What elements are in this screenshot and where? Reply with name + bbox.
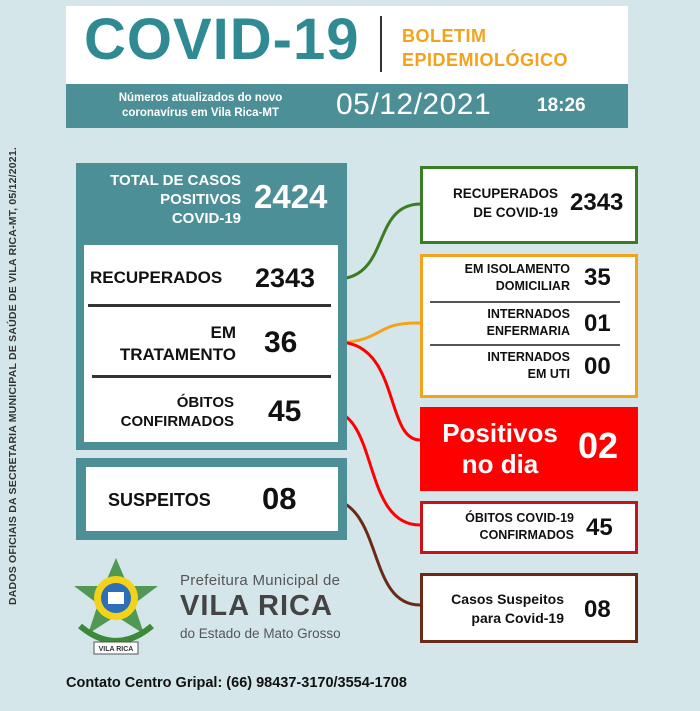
total-label-line1: TOTAL DE CASOS <box>110 172 241 189</box>
divider <box>92 375 331 378</box>
isolamento-value: 35 <box>584 264 611 291</box>
casos-suspeitos-line2: para Covid-19 <box>471 610 564 626</box>
obitos-covid-value: 45 <box>586 514 613 541</box>
connector-recuperados <box>340 204 420 279</box>
total-label-line3: COVID-19 <box>171 210 241 227</box>
divider <box>430 301 620 303</box>
positivos-line2: no dia <box>461 449 539 479</box>
connector-tratamento-isolamento <box>340 323 420 343</box>
enfermaria-line2: ENFERMARIA <box>486 324 570 338</box>
bulletin-date: 05/12/2021 <box>336 88 492 121</box>
page-title: COVID-19 <box>84 7 360 72</box>
obitos-covid-line1: ÓBITOS COVID-19 <box>465 511 574 525</box>
divider <box>88 304 331 307</box>
recuperados-value: 2343 <box>255 263 316 293</box>
positivos-dia-value: 02 <box>578 425 619 466</box>
connector-tratamento-positivos <box>340 342 420 440</box>
total-cases-label <box>86 171 241 228</box>
bulletin-line2: EPIDEMIOLÓGICO <box>402 50 569 70</box>
suspeitos-value: 08 <box>262 481 297 516</box>
casos-suspeitos-line1: Casos Suspeitos <box>451 591 564 607</box>
subtitle-line2: coronavírus em Vila Rica-MT <box>121 107 279 119</box>
isolamento-line2: DOMICILIAR <box>495 279 570 293</box>
tratamento-value: 36 <box>264 326 298 359</box>
isolamento-label <box>428 261 570 295</box>
obitos-line2: CONFIRMADOS <box>120 413 234 430</box>
recuperados-covid-label <box>428 184 558 222</box>
obitos-line1: ÓBITOS <box>176 394 234 411</box>
logo-city: VILA RICA <box>180 590 333 622</box>
uti-line2: EM UTI <box>527 367 570 381</box>
recuperados-covid-line2: DE COVID-19 <box>473 205 558 220</box>
positivos-line1: Positivos <box>442 418 558 448</box>
uti-label <box>428 349 570 383</box>
isolamento-line1: EM ISOLAMENTO <box>464 262 570 276</box>
bulletin-line1: BOLETIM <box>402 26 487 46</box>
crest-ribbon-text: VILA RICA <box>98 646 134 653</box>
subtitle-line1: Números atualizados do novo <box>118 92 283 104</box>
uti-line1: INTERNADOS <box>487 350 570 364</box>
positivos-dia-label <box>430 418 570 480</box>
recuperados-label: RECUPERADOS <box>90 268 223 287</box>
recuperados-covid-line1: RECUPERADOS <box>452 186 558 201</box>
divider <box>430 344 620 346</box>
bulletin-time: 18:26 <box>537 95 586 116</box>
obitos-covid-line2: CONFIRMADOS <box>479 528 574 542</box>
recuperados-covid-value: 2343 <box>570 189 624 216</box>
enfermaria-line1: INTERNADOS <box>487 307 570 321</box>
footer-contact: Contato Centro Gripal: (66) 98437-3170/3554-1708 <box>66 675 407 691</box>
logo-state: do Estado de Mato Grosso <box>180 626 341 641</box>
total-label-line2: POSITIVOS <box>160 191 241 208</box>
total-cases-value: 2424 <box>254 178 328 215</box>
enfermaria-value: 01 <box>584 310 611 337</box>
suspeitos-label: SUSPEITOS <box>108 490 211 510</box>
obitos-value: 45 <box>268 395 302 428</box>
tratamento-label <box>100 322 236 366</box>
official-data-note: DADOS OFICIAIS DA SECRETARIA MUNICIPAL DE SAÚDE DE VILA RICA-MT, 05/12/2021. <box>7 147 19 606</box>
tratamento-line1: EM <box>210 323 236 342</box>
tratamento-line2: TRATAMENTO <box>119 345 236 364</box>
uti-value: 00 <box>584 353 611 380</box>
municipal-crest-icon <box>66 556 166 664</box>
enfermaria-label <box>428 306 570 340</box>
obitos-label <box>98 393 234 431</box>
obitos-covid-label <box>426 510 574 544</box>
casos-suspeitos-label <box>428 590 564 628</box>
logo-prefeitura: Prefeitura Municipal de <box>180 572 341 589</box>
casos-suspeitos-value: 08 <box>584 596 611 623</box>
